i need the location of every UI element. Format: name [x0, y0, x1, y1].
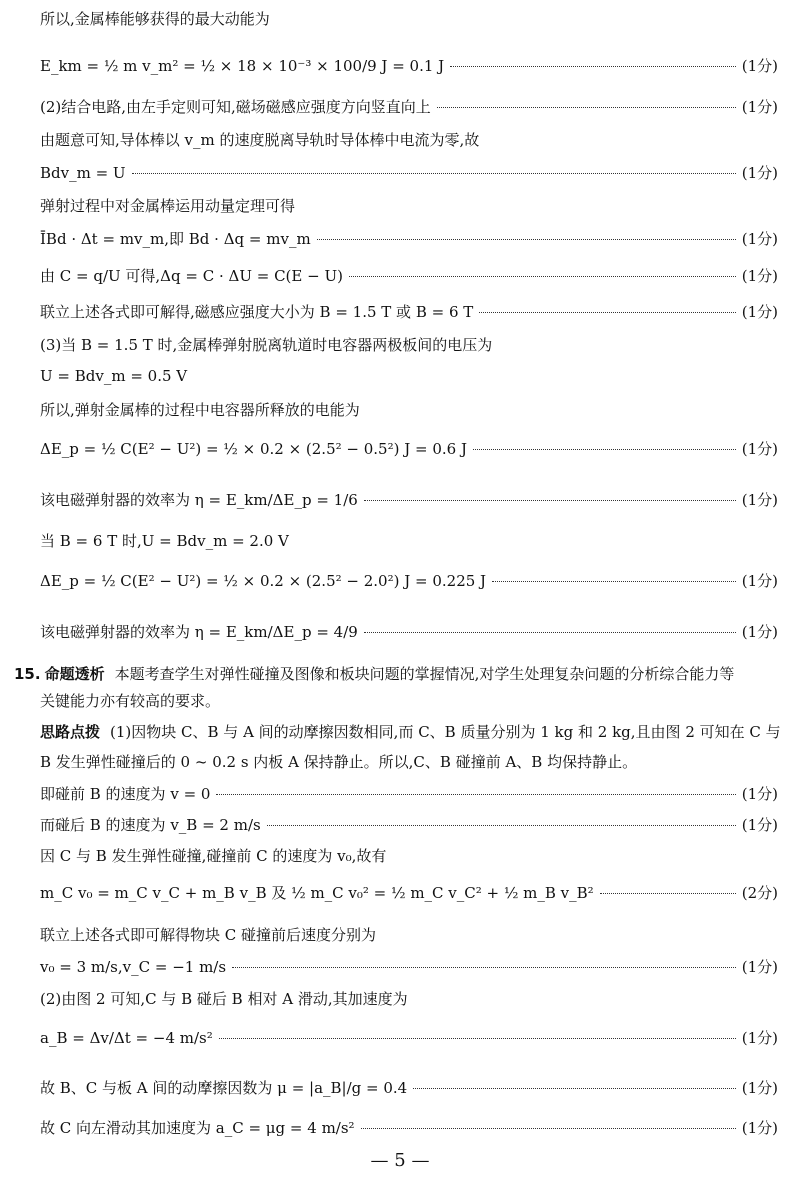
- text-line: 联立上述各式即可解得,磁感应强度大小为 B = 1.5 T 或 B = 6 T (1分): [40, 303, 778, 321]
- formula-line: 由 C = q/U 可得,Δq = C · ΔU = C(E − U) (1分): [40, 267, 778, 285]
- formula-line: 即碰前 B 的速度为 v = 0 (1分): [40, 785, 778, 803]
- text-line: 联立上述各式即可解得物块 C 碰撞前后速度分别为: [40, 926, 377, 944]
- dot-leader: [413, 1088, 736, 1089]
- score-mark: (1分): [741, 230, 778, 248]
- score-mark: (2分): [741, 884, 778, 902]
- score-mark: (1分): [741, 1079, 778, 1097]
- page-number: — 5 —: [370, 1150, 430, 1171]
- dot-leader: [216, 794, 735, 795]
- formula-line: m_C v₀ = m_C v_C + m_B v_B 及 ½ m_C v₀² = ½ m_C v_C² + ½ m_B v_B² (2分): [40, 884, 778, 902]
- text-line: 思路点拨 (1)因物块 C、B 与 A 间的动摩擦因数相同,而 C、B 质量分别为 1 kg 和 2 kg,且由图 2 可知在 C 与: [40, 723, 781, 741]
- question-number: 15.: [14, 665, 41, 683]
- text-line: 所以,弹射金属棒的过程中电容器所释放的电能为: [40, 401, 360, 419]
- dot-leader: [219, 1038, 736, 1039]
- dot-leader: [317, 239, 736, 240]
- dot-leader: [349, 276, 736, 277]
- formula-line: 故 C 向左滑动其加速度为 a_C = μg = 4 m/s² (1分): [40, 1119, 778, 1137]
- score-mark: (1分): [741, 98, 778, 116]
- text-line: 由题意可知,导体棒以 v_m 的速度脱离导轨时导体棒中电流为零,故: [40, 131, 480, 149]
- dot-leader: [437, 107, 736, 108]
- dot-leader: [364, 632, 736, 633]
- section-label: 命题透析: [44, 665, 105, 683]
- dot-leader: [473, 449, 736, 450]
- formula-line: ΔE_p = ½ C(E² − U²) = ½ × 0.2 × (2.5² − 2.0²) J = 0.225 J (1分): [40, 572, 778, 590]
- dot-leader: [450, 66, 736, 67]
- score-mark: (1分): [741, 267, 778, 285]
- question-15-heading: 15. 命题透析 本题考查学生对弹性碰撞及图像和板块问题的掌握情况,对学生处理复杂问题的分析综合能力等: [14, 665, 735, 683]
- score-mark: (1分): [741, 440, 778, 458]
- text-line: (2)由图 2 可知,C 与 B 碰后 B 相对 A 滑动,其加速度为: [40, 990, 408, 1008]
- formula-line: 当 B = 6 T 时,U = Bdv_m = 2.0 V: [40, 532, 289, 550]
- dot-leader: [492, 581, 736, 582]
- text-line: 弹射过程中对金属棒运用动量定理可得: [40, 197, 296, 215]
- score-mark: (1分): [741, 303, 778, 321]
- score-mark: (1分): [741, 816, 778, 834]
- section-label: 思路点拨: [40, 723, 101, 741]
- score-mark: (1分): [741, 164, 778, 182]
- formula-line: 故 B、C 与板 A 间的动摩擦因数为 μ = |a_B|/g = 0.4 (1分): [40, 1079, 778, 1097]
- formula-line: 而碰后 B 的速度为 v_B = 2 m/s (1分): [40, 816, 778, 834]
- formula-line: a_B = Δv/Δt = −4 m/s² (1分): [40, 1029, 778, 1047]
- dot-leader: [132, 173, 736, 174]
- formula-line: v₀ = 3 m/s,v_C = −1 m/s (1分): [40, 958, 778, 976]
- formula-line: Bdv_m = U (1分): [40, 164, 778, 182]
- dot-leader: [361, 1128, 736, 1129]
- dot-leader: [232, 967, 736, 968]
- score-mark: (1分): [741, 958, 778, 976]
- text-line: B 发生弹性碰撞后的 0 ~ 0.2 s 内板 A 保持静止。所以,C、B 碰撞前 A、B 均保持静止。: [40, 753, 638, 771]
- score-mark: (1分): [741, 491, 778, 509]
- score-mark: (1分): [741, 1119, 778, 1137]
- formula-line: ΔE_p = ½ C(E² − U²) = ½ × 0.2 × (2.5² − 0.5²) J = 0.6 J (1分): [40, 440, 778, 458]
- score-mark: (1分): [741, 785, 778, 803]
- text-line: (3)当 B = 1.5 T 时,金属棒弹射脱离轨道时电容器两极板间的电压为: [40, 336, 493, 354]
- text-line: (2)结合电路,由左手定则可知,磁场磁感应强度方向竖直向上 (1分): [40, 98, 778, 116]
- formula-line: ĪBd · Δt = mv_m,即 Bd · Δq = mv_m (1分): [40, 230, 778, 248]
- score-mark: (1分): [741, 572, 778, 590]
- text-line: 所以,金属棒能够获得的最大动能为: [40, 10, 270, 28]
- formula-line: U = Bdv_m = 0.5 V: [40, 367, 188, 385]
- score-mark: (1分): [741, 623, 778, 641]
- score-mark: (1分): [741, 1029, 778, 1047]
- formula-line: 该电磁弹射器的效率为 η = E_km/ΔE_p = 4/9 (1分): [40, 623, 778, 641]
- formula-line: 该电磁弹射器的效率为 η = E_km/ΔE_p = 1/6 (1分): [40, 491, 778, 509]
- score-mark: (1分): [741, 57, 778, 75]
- text-line: 因 C 与 B 发生弹性碰撞,碰撞前 C 的速度为 v₀,故有: [40, 847, 387, 865]
- dot-leader: [364, 500, 736, 501]
- dot-leader: [479, 312, 735, 313]
- text-line: 关键能力亦有较高的要求。: [40, 692, 221, 710]
- dot-leader: [267, 825, 736, 826]
- formula-line: E_km = ½ m v_m² = ½ × 18 × 10⁻³ × 100/9 J = 0.1 J (1分): [40, 57, 778, 75]
- dot-leader: [600, 893, 736, 894]
